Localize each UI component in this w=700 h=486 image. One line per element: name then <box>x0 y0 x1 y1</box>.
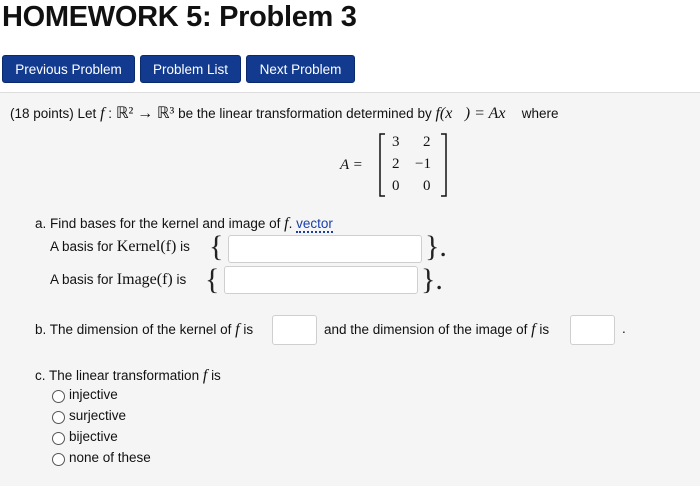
matrix-cell: 3 <box>392 134 400 150</box>
previous-problem-button[interactable]: Previous Problem <box>2 55 135 83</box>
function-f: f <box>202 367 208 384</box>
image-math: Image(f) <box>116 271 173 288</box>
is-text: is <box>539 322 550 337</box>
function-f: f <box>235 321 240 338</box>
close-brace: }. <box>421 263 443 296</box>
matrix-cell: 0 <box>392 178 400 194</box>
part-b-label: b. The dimension of the kernel of <box>35 322 232 337</box>
option-label: bijective <box>69 429 118 444</box>
where-text: where <box>521 106 559 121</box>
statement-text: be the linear transformation determined by <box>178 106 432 121</box>
image-basis-label <box>50 271 186 289</box>
period: . <box>288 216 293 231</box>
function-f: f <box>100 105 105 122</box>
kernel-dimension-input[interactable] <box>272 315 317 345</box>
matrix-cell: −1 <box>415 156 431 172</box>
image-basis-text: A basis for <box>50 272 114 287</box>
next-problem-button[interactable]: Next Problem <box>246 55 355 83</box>
option-label: injective <box>69 387 118 402</box>
matrix-brackets <box>378 132 448 198</box>
codomain-r3: ℝ³ <box>156 105 175 122</box>
matrix-label: A = <box>340 157 363 173</box>
part-c-prompt <box>35 367 221 385</box>
matrix-cell: 2 <box>392 156 400 172</box>
part-a-prompt <box>35 215 333 233</box>
option-label: surjective <box>69 408 127 423</box>
function-f: f <box>284 215 289 232</box>
problem-list-button[interactable]: Problem List <box>140 55 241 83</box>
vector-help-link[interactable]: vector <box>296 216 333 231</box>
matrix-cell: 2 <box>423 134 431 150</box>
problem-statement <box>10 103 559 123</box>
right-bracket <box>441 134 446 196</box>
left-bracket <box>380 134 385 196</box>
image-basis-input[interactable] <box>224 266 418 294</box>
is-text: is <box>211 368 221 383</box>
matrix-cell: 0 <box>423 178 431 194</box>
is-text: is <box>180 239 190 254</box>
period: . <box>622 321 626 336</box>
is-text: is <box>176 272 187 287</box>
domain-r2: ℝ² <box>115 105 134 122</box>
kernel-basis-label <box>50 238 190 256</box>
radio-button[interactable] <box>52 390 65 403</box>
kernel-math: Kernel(f) <box>116 238 177 255</box>
part-b-middle <box>324 321 549 339</box>
open-brace: { <box>209 230 224 263</box>
page-title: HOMEWORK 5: Problem 3 <box>2 1 357 33</box>
arrow: → <box>137 105 154 122</box>
image-dimension-text: and the dimension of the image of <box>324 322 528 337</box>
radio-button[interactable] <box>52 411 65 424</box>
part-b-prompt <box>35 321 253 339</box>
colon: : <box>108 106 113 121</box>
close-brace: }. <box>425 230 447 263</box>
image-dimension-input[interactable] <box>570 315 615 345</box>
kernel-basis-text: A basis for <box>50 239 114 254</box>
transformation-rule: f(x⃗) = Ax⃗ <box>435 105 518 122</box>
kernel-basis-input[interactable] <box>228 235 422 263</box>
is-text: is <box>243 322 254 337</box>
part-a-label: a. Find bases for the kernel and image of <box>35 216 281 231</box>
function-f: f <box>531 321 536 338</box>
part-c-label: c. The linear transformation <box>35 368 200 383</box>
points-text: (18 points) Let <box>10 106 97 121</box>
option-label: none of these <box>69 450 151 465</box>
radio-button[interactable] <box>52 432 65 445</box>
open-brace: { <box>205 263 220 296</box>
radio-button[interactable] <box>52 453 65 466</box>
